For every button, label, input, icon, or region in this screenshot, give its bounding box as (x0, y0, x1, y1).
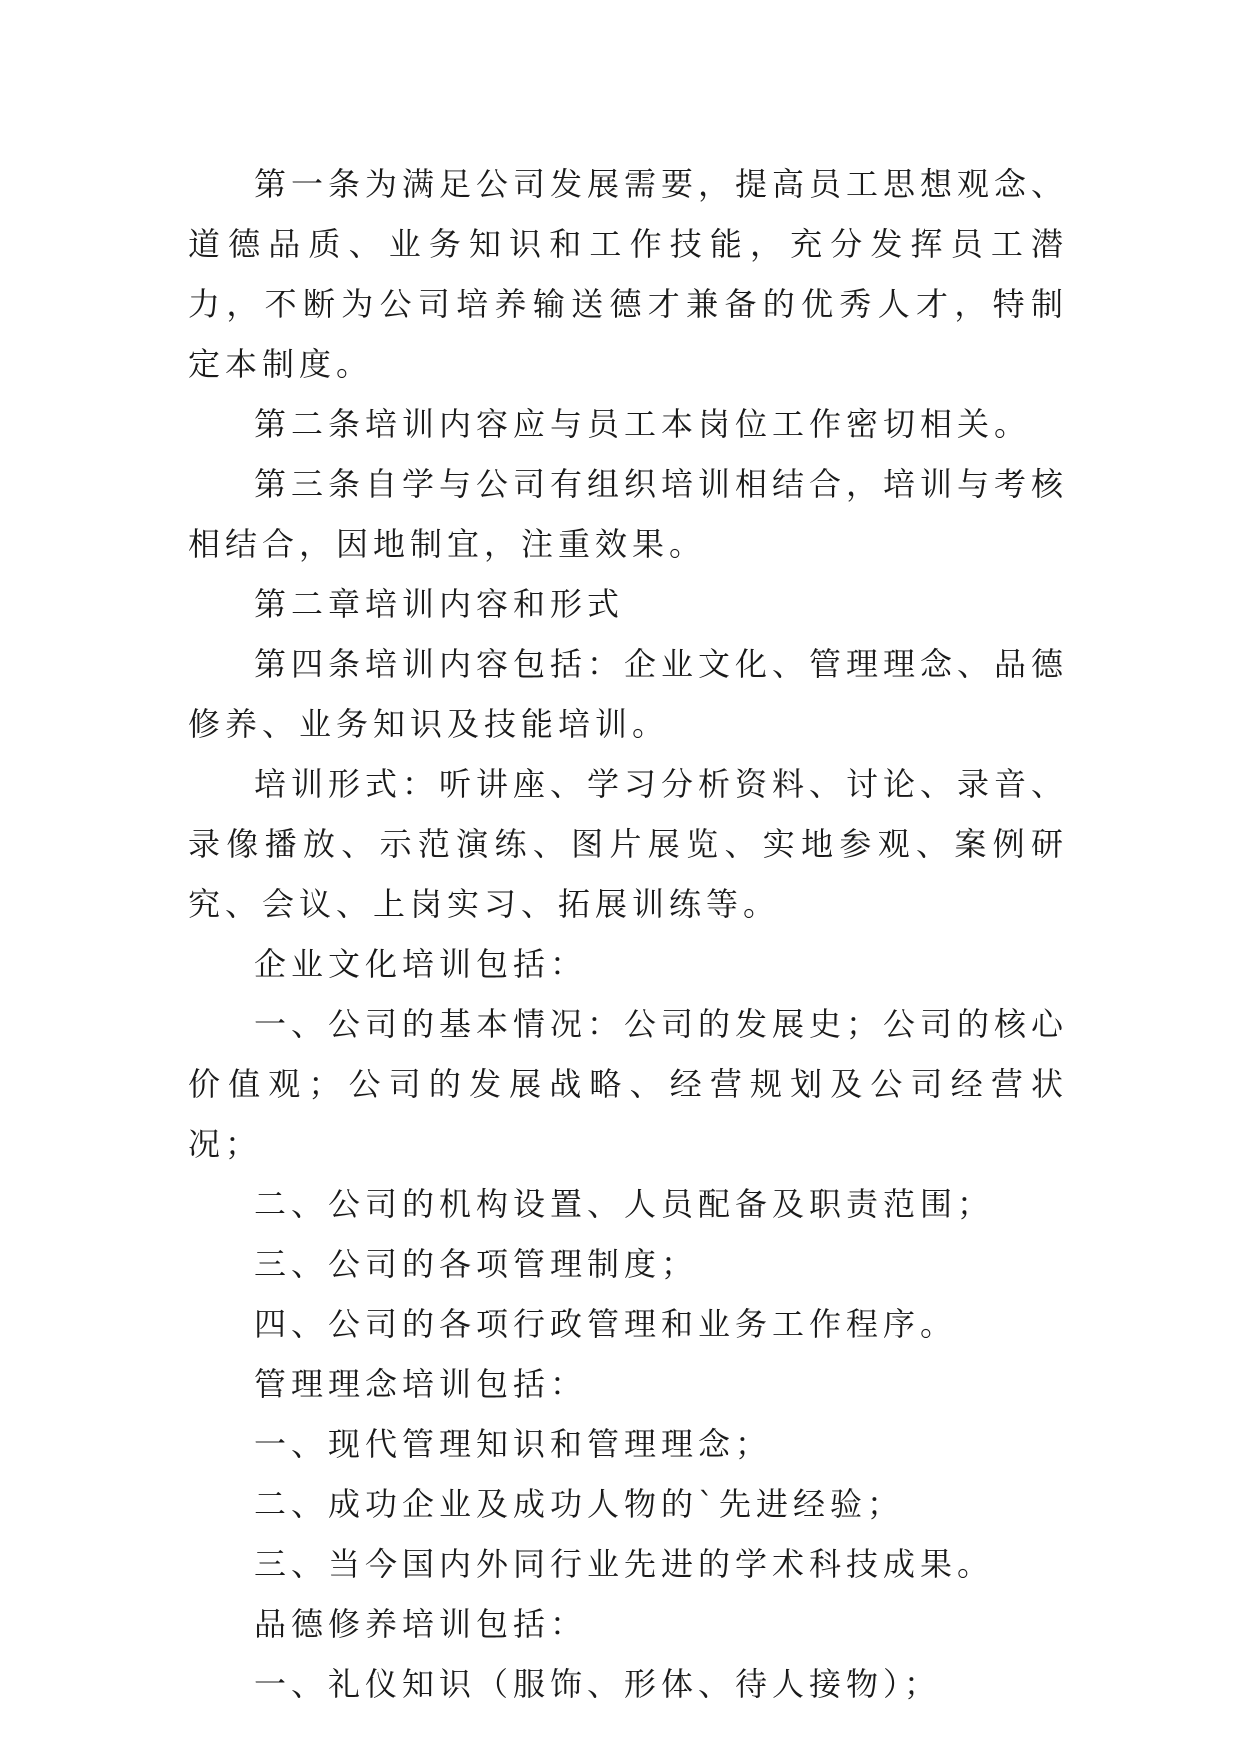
paragraph-article-3: 第三条自学与公司有组织培训相结合，培训与考核相结合，因地制宜，注重效果。 (188, 465, 1069, 563)
list-item: 一、公司的基本情况：公司的发展史；公司的核心价值观；公司的发展战略、经营规划及公司经营状况； (188, 1005, 1069, 1163)
list-item: 二、公司的机构设置、人员配备及职责范围； (254, 1185, 995, 1223)
list-item: 四、公司的各项行政管理和业务工作程序。 (254, 1305, 958, 1343)
paragraph-article-2: 第二条培训内容应与员工本岗位工作密切相关。 (254, 405, 1032, 443)
chapter-heading: 第二章培训内容和形式 (254, 585, 625, 623)
section-management-concepts: 管理理念培训包括： (254, 1365, 588, 1403)
paragraph-article-1: 第一条为满足公司发展需要，提高员工思想观念、道德品质、业务知识和工作技能，充分发挥员工潜力，不断为公司培养输送德才兼备的优秀人才，特制定本制度。 (188, 165, 1069, 383)
list-item: 一、现代管理知识和管理理念； (254, 1425, 773, 1463)
paragraph-article-4: 第四条培训内容包括：企业文化、管理理念、品德修养、业务知识及技能培训。 (188, 645, 1069, 743)
paragraph-training-forms: 培训形式：听讲座、学习分析资料、讨论、录音、录像播放、示范演练、图片展览、实地参观、案例研究、会议、上岗实习、拓展训练等。 (188, 765, 1069, 923)
section-moral-cultivation: 品德修养培训包括： (254, 1605, 588, 1643)
section-corporate-culture: 企业文化培训包括： (254, 945, 588, 983)
list-item: 一、礼仪知识（服饰、形体、待人接物）； (254, 1665, 942, 1703)
list-item: 三、当今国内外同行业先进的学术科技成果。 (254, 1545, 995, 1583)
list-item: 三、公司的各项管理制度； (254, 1245, 699, 1283)
document-body (188, 154, 1068, 1714)
list-item: 二、成功企业及成功人物的`先进经验； (254, 1485, 905, 1523)
